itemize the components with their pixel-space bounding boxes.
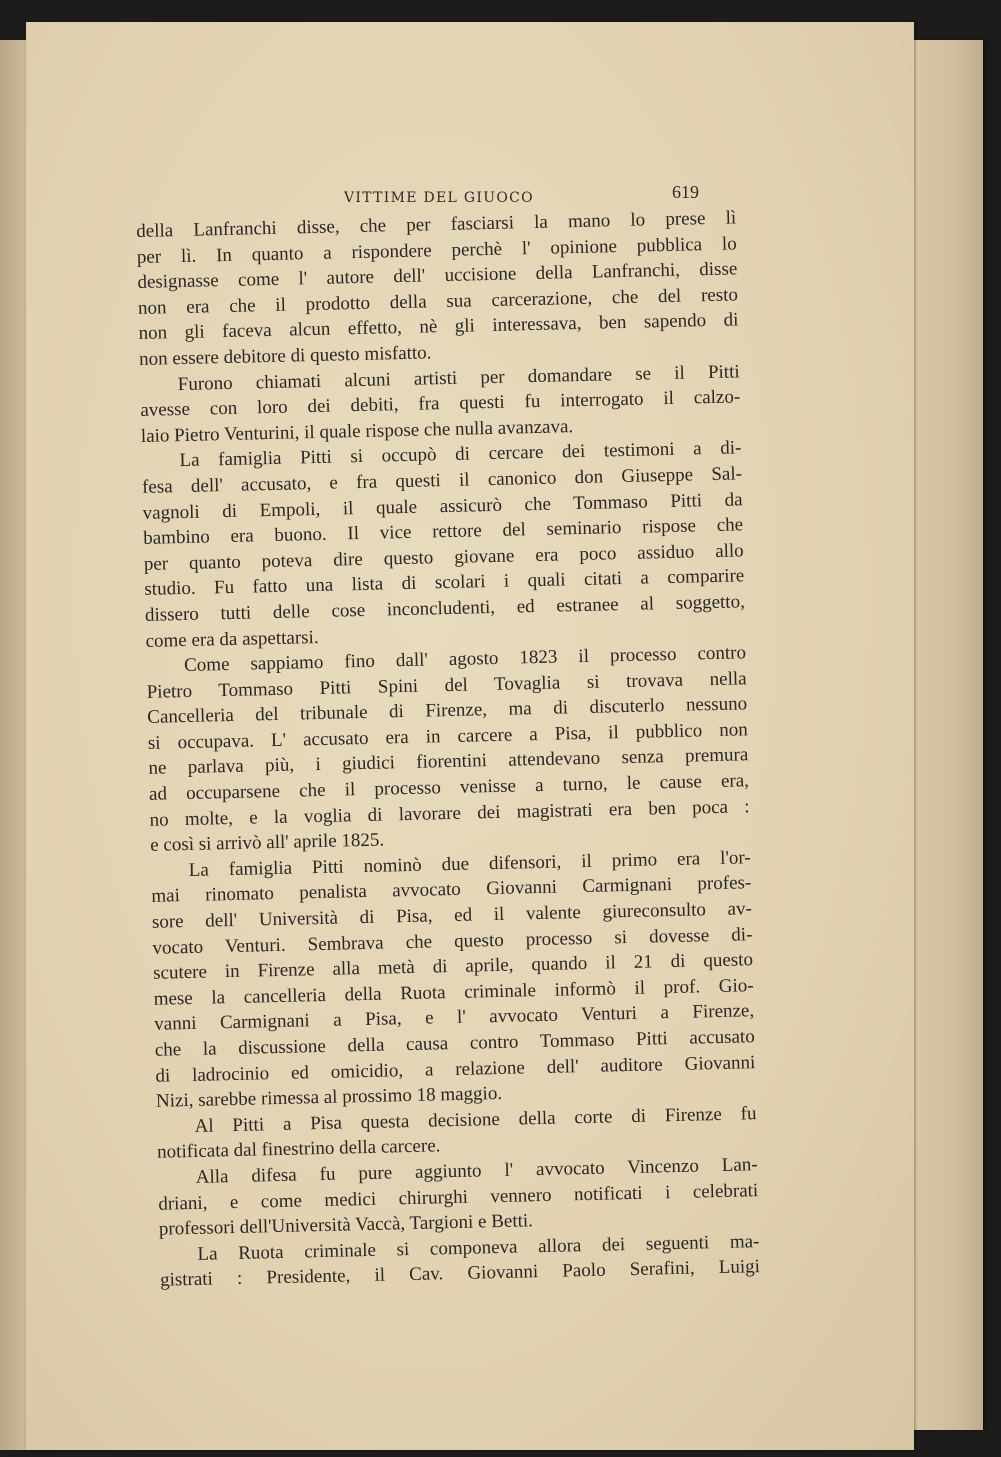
- text-line: della Lanfranchi disse, che per fasciarsi la mano lo prese lì: [136, 207, 737, 242]
- text-line: La famiglia Pitti si occupò di cercare dei testimoni a di-: [179, 437, 742, 472]
- text-line: gistrati : Presidente, il Cav. Giovanni Paolo Serafini, Luigi: [159, 1256, 761, 1292]
- text-line: non essere debitore di questo misfatto.: [138, 342, 432, 370]
- text-line: Al Pitti a Pisa questa decisione della corte di Firenze fu: [194, 1102, 757, 1137]
- text-line: Furono chiamati alcuni artisti per domandare se il Pitti: [177, 360, 740, 395]
- text-line: mese la cancelleria della Ruota criminale informò il prof. Gio-: [153, 975, 754, 1010]
- text-line: ad occuparsene che il processo venisse a turno, le cause era,: [148, 770, 750, 805]
- text-line: non era che il prodotto della sua carcerazione, che del resto: [137, 284, 739, 319]
- text-line: dissero tutti delle cose inconcludenti, ed estranee al soggetto,: [144, 591, 746, 626]
- body-text: [136, 205, 760, 1293]
- text-line: fesa dell' accusato, e fra questi il canonico don Giuseppe Sal-: [141, 463, 743, 498]
- text-line: designasse come l' autore dell' uccisione della Lanfranchi, disse: [137, 258, 738, 294]
- text-line: Pietro Tommaso Pitti Spini del Tovaglia si trovava nella: [146, 667, 747, 703]
- previous-page-edge: [0, 40, 29, 1450]
- text-line: vocato Venturi. Sembrava che questo processo si dovesse di-: [152, 923, 753, 959]
- text-line: Nizi, sarebbe rimessa al prossimo 18 maggio.: [155, 1083, 503, 1112]
- text-line: Come sappiamo fino dall' agosto 1823 il processo contro: [183, 642, 747, 677]
- running-head-title: VITTIME DEL GIUOCO: [344, 190, 534, 206]
- text-line: bambino era buono. Il vice rettore del seminario rispose che: [143, 514, 744, 550]
- text-line: e così si arrivò all' aprile 1825.: [149, 829, 385, 857]
- text-line: per lì. In quanto a rispondere perchè l' opinione pubblica lo: [136, 232, 737, 268]
- text-line: avesse con loro dei debiti, fra questi fu interrogato il calzo-: [140, 386, 741, 422]
- text-line: vagnoli di Empoli, il quale assicurò che Tommaso Pitti da: [142, 488, 743, 524]
- text-line: studio. Fu fatto una lista di scolari i quali citati a comparire: [144, 565, 745, 601]
- text-line: mai rinomato penalista avvocato Giovanni Carmignani profes-: [151, 872, 752, 908]
- text-line: di ladrocinio ed omicidio, a relazione dell' auditore Giovanni: [155, 1051, 756, 1087]
- text-line: che la discussione della causa contro Tommaso Pitti accusato: [154, 1026, 755, 1061]
- text-line: laio Pietro Venturini, il quale rispose che nulla avanzava.: [140, 415, 574, 447]
- text-line: Alla difesa fu pure aggiunto l' avvocato Vincenzo Lan-: [195, 1154, 758, 1188]
- text-line: non gli faceva alcun effetto, nè gli interessava, ben sapendo di: [138, 309, 739, 345]
- text-line: ne parlava più, i giudici fiorentini attendevano senza premura: [148, 744, 749, 780]
- book-page: [26, 22, 914, 1450]
- page-number: 619: [672, 182, 699, 202]
- next-page-edge: [912, 40, 983, 1430]
- text-line: Cancelleria del tribunale di Firenze, ma di discuterlo nessuno: [147, 693, 748, 729]
- text-line: La Ruota criminale si componeva allora dei seguenti ma-: [197, 1230, 760, 1265]
- text-line: professori dell'Università Vaccà, Targioni e Betti.: [158, 1210, 534, 1240]
- text-line: scutere in Firenze alla metà di aprile, quando il 21 di questo: [152, 949, 754, 985]
- text-line: vanni Carmignani a Pisa, e l' avvocato Venturi a Firenze,: [154, 1000, 755, 1036]
- text-line: La famiglia Pitti nominò due difensori, il primo era l'or-: [188, 847, 751, 881]
- text-line: no molte, e la voglia di lavorare dei magistrati era ben poca :: [149, 795, 750, 831]
- text-line: per quanto poteva dire questo giovane era poco assiduo allo: [143, 540, 744, 575]
- text-line: come era da aspettarsi.: [145, 626, 319, 652]
- text-line: notificata dal finestrino della carcere.: [156, 1135, 441, 1164]
- text-line: sore dell' Università di Pisa, ed il valente giureconsulto av-: [151, 898, 753, 933]
- text-line: si occupava. L' accusato era in carcere a Pisa, il pubblico non: [147, 719, 748, 754]
- text-line: driani, e come medici chirurghi vennero notificati i celebrati: [158, 1179, 759, 1215]
